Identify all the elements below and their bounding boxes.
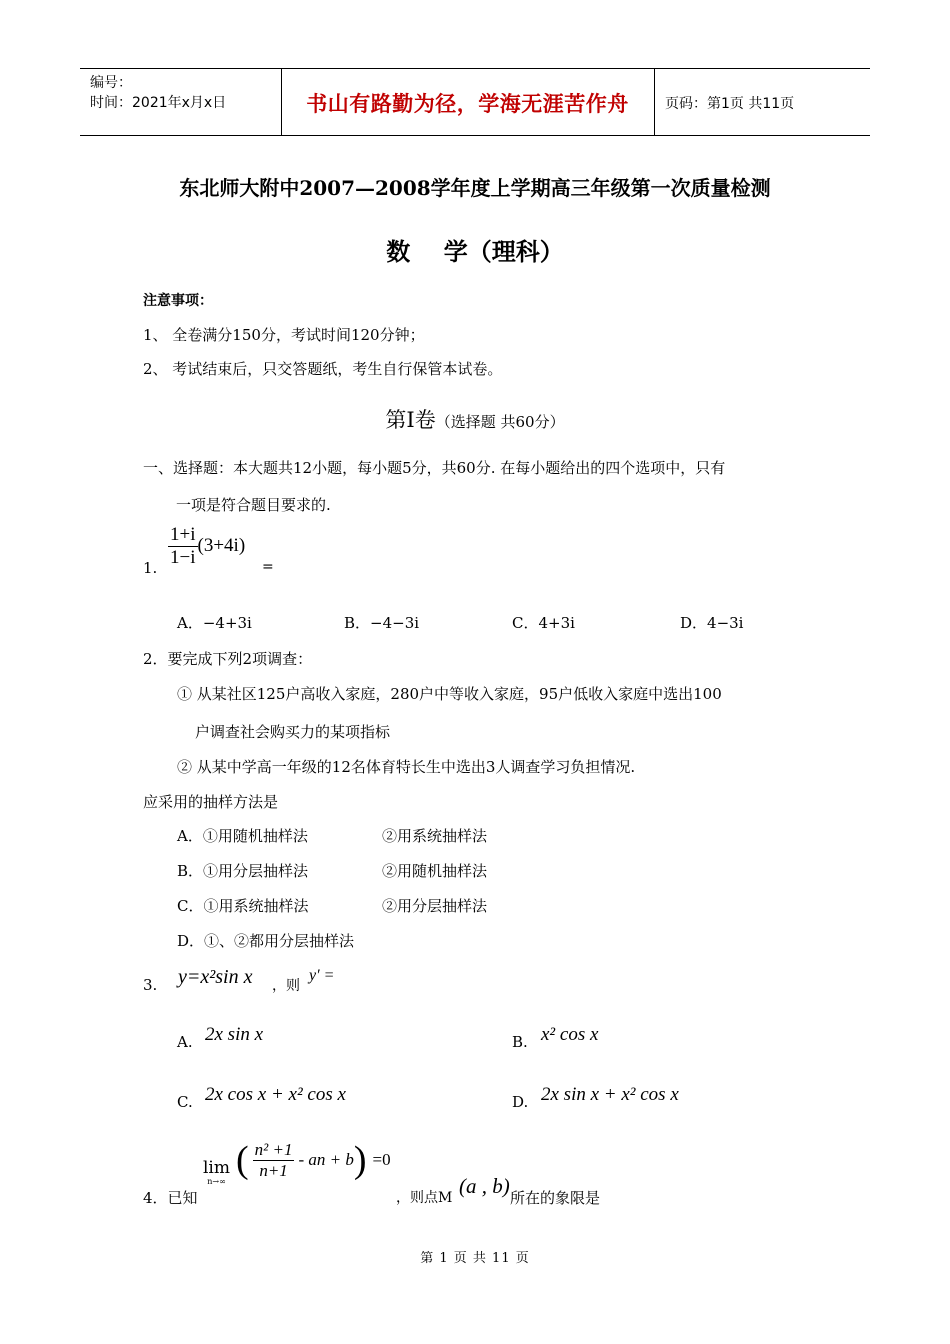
header-divider xyxy=(654,69,655,135)
q1-paren: (3+4i) xyxy=(197,534,246,556)
q4-fraction xyxy=(253,1140,295,1181)
header-motto: 书山有路勤为径，学海无涯苦作舟 xyxy=(306,92,629,116)
notes-item-1: 1、 全卷满分150分，考试时间120分钟； xyxy=(143,326,425,344)
q1-expression xyxy=(168,524,245,569)
q1-equals: = xyxy=(262,559,274,575)
q1-number: 1. xyxy=(143,559,158,577)
notes-heading: 注意事项： xyxy=(143,293,213,309)
q1-frac-den: 1−i xyxy=(170,547,196,568)
q4-lim-subscript: n→∞ xyxy=(207,1177,226,1186)
q3-option-b-label: B. xyxy=(512,1033,528,1051)
q3-option-c: 2x cos x + x² cos x xyxy=(205,1084,346,1105)
q4-frac-den: n+1 xyxy=(259,1160,288,1180)
subject-title: 数 学（理科） xyxy=(386,237,564,266)
q1-option-d: D．4−3i xyxy=(680,614,744,632)
q2-option-a-1: A．①用随机抽样法 xyxy=(177,827,308,845)
q2-item1-line2: 户调查社会购买力的某项指标 xyxy=(195,723,391,741)
q3-option-b: x² cos x xyxy=(541,1024,599,1045)
time-label: 时间：2021年x月x日 xyxy=(90,95,227,111)
header-table xyxy=(80,68,870,136)
exam-title: 东北师大附中2007—2008学年度上学期高三年级第一次质量检测 xyxy=(179,176,771,200)
page-info: 页码：第1页 共11页 xyxy=(665,96,795,112)
q4-point: (a , b) xyxy=(459,1174,510,1198)
q2-option-b-1: B．①用分层抽样法 xyxy=(177,862,309,880)
q4-tail: - an + b xyxy=(298,1150,354,1169)
q3-option-c-label: C. xyxy=(177,1093,193,1111)
part1-line1: 一、选择题：本大题共12小题，每小题5分，共60分. 在每小题给出的四个选项中，只有 xyxy=(143,459,726,477)
q2-stem: 2．要完成下列2项调查： xyxy=(143,650,313,668)
q3-option-d: 2x sin x + x² cos x xyxy=(541,1084,679,1105)
q4-expression: ( $\frac{\text{n² +1}}{n+1}$ - an + b ) =0 xyxy=(236,1139,391,1181)
q3-option-a: 2x sin x xyxy=(205,1024,264,1045)
q4-frac-num: n² +1 xyxy=(254,1139,293,1159)
q3-derivative: y′ = xyxy=(309,967,335,984)
q3-number: 3. xyxy=(143,976,158,994)
q4-ask: 所在的象限是 xyxy=(510,1189,601,1207)
section-header xyxy=(0,404,950,434)
q2-option-a-2: ②用系统抽样法 xyxy=(382,827,488,845)
q1-option-b: B．−4−3i xyxy=(344,614,420,632)
q3-option-a-label: A. xyxy=(177,1033,193,1051)
q3-option-d-label: D. xyxy=(512,1093,529,1111)
notes-item-2: 2、 考试结束后，只交答题纸，考生自行保管本试卷。 xyxy=(143,360,503,378)
q2-option-b-2: ②用随机抽样法 xyxy=(382,862,488,880)
page-footer: 第 1 页 共 11 页 xyxy=(420,1251,530,1266)
q3-then: ，则 xyxy=(272,978,300,994)
header-left xyxy=(90,73,226,113)
q2-item2: ② 从某中学高一年级的12名体育特长生中选出3人调查学习负担情况. xyxy=(177,758,636,776)
part1-line2: 一项是符合题目要求的. xyxy=(176,496,331,514)
q2-option-c-2: ②用分层抽样法 xyxy=(382,897,488,915)
q3-expression: y=x²sin x xyxy=(178,966,253,988)
q2-item1-line1: ① 从某社区125户高收入家庭，280户中等收入家庭，95户低收入家庭中选出100 xyxy=(177,685,722,703)
serial-label: 编号： xyxy=(90,75,132,91)
q4-equals: =0 xyxy=(372,1150,391,1169)
section-sub: （选择题 共60分） xyxy=(435,413,565,431)
q4-lim-text: lim xyxy=(203,1158,230,1178)
q1-option-a: A．−4+3i xyxy=(177,614,252,632)
q4-then: ，则点M xyxy=(396,1190,453,1206)
q1-option-c: C．4+3i xyxy=(512,614,575,632)
q2-option-d: D．①、②都用分层抽样法 xyxy=(177,932,355,950)
q1-frac-num: 1+i xyxy=(170,524,196,545)
q1-fraction xyxy=(168,524,198,569)
q4-lead: 4．已知 xyxy=(143,1189,198,1207)
q2-option-c-1: C．①用系统抽样法 xyxy=(177,897,309,915)
q4-limit xyxy=(203,1158,230,1186)
section-main: 第Ⅰ卷 xyxy=(385,408,436,432)
q2-question: 应采用的抽样方法是 xyxy=(143,793,279,811)
